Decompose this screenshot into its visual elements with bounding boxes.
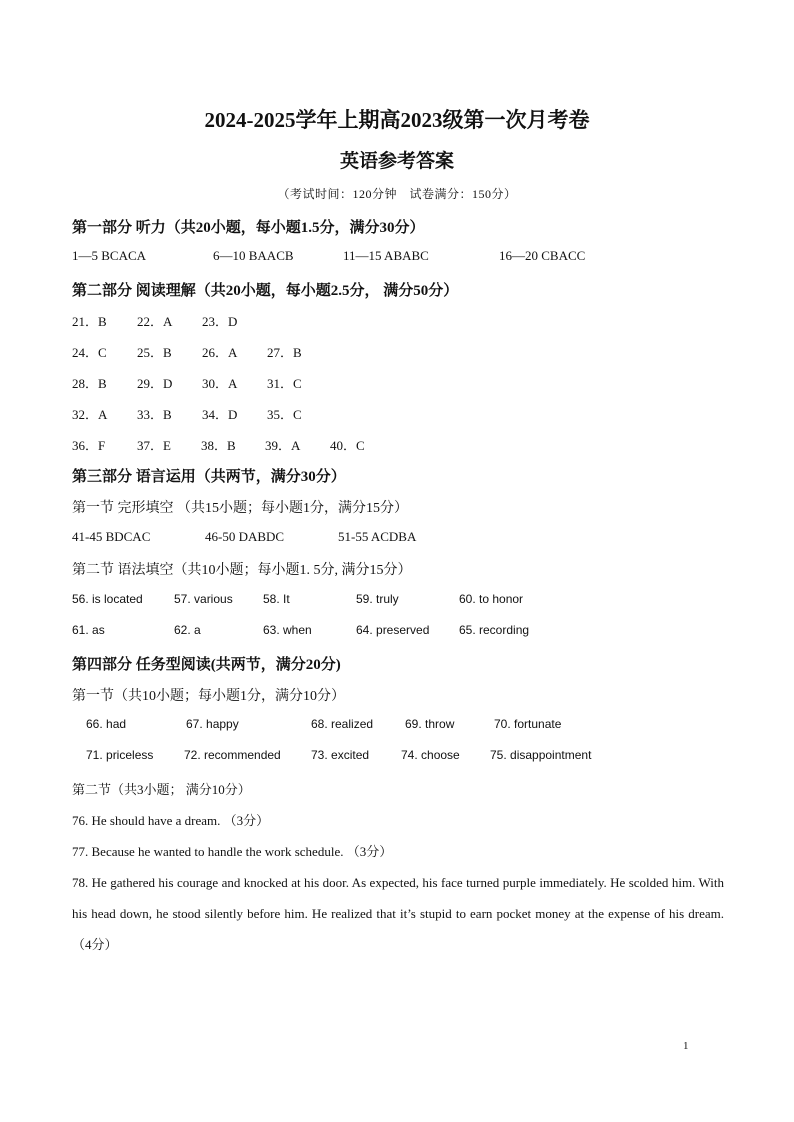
answer-item: 22．A: [137, 314, 173, 329]
answer-item: 21．B: [72, 314, 107, 329]
part2-heading: 第二部分 阅读理解（共20小题，每小题2.5分， 满分50分）: [72, 283, 459, 299]
answer-item: 31．C: [267, 376, 302, 391]
part4-section1-heading: 第一节（共10小题；每小题1分，满分10分）: [72, 689, 345, 704]
part2-answer-row: [0, 342, 794, 362]
answer-item: 75. disappointment: [490, 748, 592, 762]
part1-answer-row: [0, 248, 794, 268]
answer-item: 59. truly: [356, 592, 399, 606]
answer-item: 30．A: [202, 376, 238, 391]
part3-section2-answer-row: [0, 592, 794, 612]
answer-item: 72. recommended: [184, 748, 281, 762]
answer-item: 26．A: [202, 345, 238, 360]
exam-info-note: （考试时间：120分钟 试卷满分：150分）: [277, 187, 517, 201]
part3-section1-answer-row: [0, 529, 794, 549]
answer-item: 27．B: [267, 345, 302, 360]
answer-item: 63. when: [263, 623, 312, 637]
answer-item: 34．D: [202, 407, 238, 422]
part4-section1-answer-row: [0, 748, 794, 768]
answer-item: 68. realized: [311, 717, 374, 731]
part3-section2-answer-row: [0, 623, 794, 643]
answer-item: 60. to honor: [459, 592, 524, 606]
part4-heading: 第四部分 任务型阅读(共两节，满分20分): [72, 657, 341, 673]
part3-section2-heading: 第二节 语法填空（共10小题；每小题1. 5分, 满分15分）: [72, 563, 412, 578]
answer-item: 36．F: [72, 438, 106, 453]
answer-item: 25．B: [137, 345, 172, 360]
part2-answer-row: [0, 311, 794, 331]
answer-item: 69. throw: [405, 717, 455, 731]
answer-item: 37．E: [137, 438, 171, 453]
answer-item: 1—5 BCACA: [72, 248, 147, 263]
part2-answer-row: [0, 435, 794, 455]
part3-heading: 第三部分 语言运用（共两节，满分30分）: [72, 469, 346, 485]
part2-answer-row: [0, 404, 794, 424]
answer-item: 51-55 ACDBA: [338, 529, 417, 544]
answer-item: 23．D: [202, 314, 238, 329]
answer-76: 76. He should have a dream. （3分）: [72, 813, 270, 828]
answer-item: 66. had: [86, 717, 127, 731]
answer-item: 62. a: [174, 623, 201, 637]
answer-item: 35．C: [267, 407, 302, 422]
answer-77: 77. Because he wanted to handle the work schedule. （3分）: [72, 844, 393, 859]
answer-item: 61. as: [72, 623, 105, 637]
answer-item: 39．A: [265, 438, 301, 453]
answer-item: 74. choose: [401, 748, 460, 762]
answer-item: 41-45 BDCAC: [72, 529, 151, 544]
answer-item: 16—20 CBACC: [499, 248, 586, 263]
page-number: 1: [683, 1040, 689, 1052]
answer-item: 24．C: [72, 345, 107, 360]
answer-item: 58. It: [263, 592, 290, 606]
answer-item: 11—15 ABABC: [343, 248, 429, 263]
answer-item: 65. recording: [459, 623, 530, 637]
answer-item: 67. happy: [186, 717, 239, 731]
answer-item: 71. priceless: [86, 748, 154, 762]
answer-item: 73. excited: [311, 748, 370, 762]
answer-item: 57. various: [174, 592, 233, 606]
answer-item: 29．D: [137, 376, 173, 391]
part4-section1-answer-row: [0, 717, 794, 737]
part4-section2-heading: 第二节（共3小题； 满分10分）: [72, 782, 251, 797]
part2-answer-row: [0, 373, 794, 393]
answer-item: 56. is located: [72, 592, 143, 606]
answer-item: 46-50 DABDC: [205, 529, 285, 544]
answer-item: 32．A: [72, 407, 108, 422]
answer-item: 38．B: [201, 438, 236, 453]
answer-item: 64. preserved: [356, 623, 430, 637]
part3-section1-heading: 第一节 完形填空 （共15小题；每小题1分，满分15分）: [72, 501, 408, 516]
answer-78: 78. He gathered his courage and knocked at his door. As expected, his face turned purple immediately. He scolded him. With his head down, he stood silently before him. He realized that it’s stupid to earn pocket money at the expense of his dream.（4分）: [72, 875, 724, 952]
part1-heading: 第一部分 听力（共20小题，每小题1.5分，满分30分）: [72, 220, 425, 236]
page-subtitle: 英语参考答案: [339, 151, 454, 172]
answer-item: 70. fortunate: [494, 717, 562, 731]
answer-item: 40．C: [330, 438, 365, 453]
answer-item: 6—10 BAACB: [213, 248, 294, 263]
answer-item: 33．B: [137, 407, 172, 422]
answer-item: 28．B: [72, 376, 107, 391]
page-title: 2024-2025学年上期高2023级第一次月考卷: [204, 108, 590, 132]
